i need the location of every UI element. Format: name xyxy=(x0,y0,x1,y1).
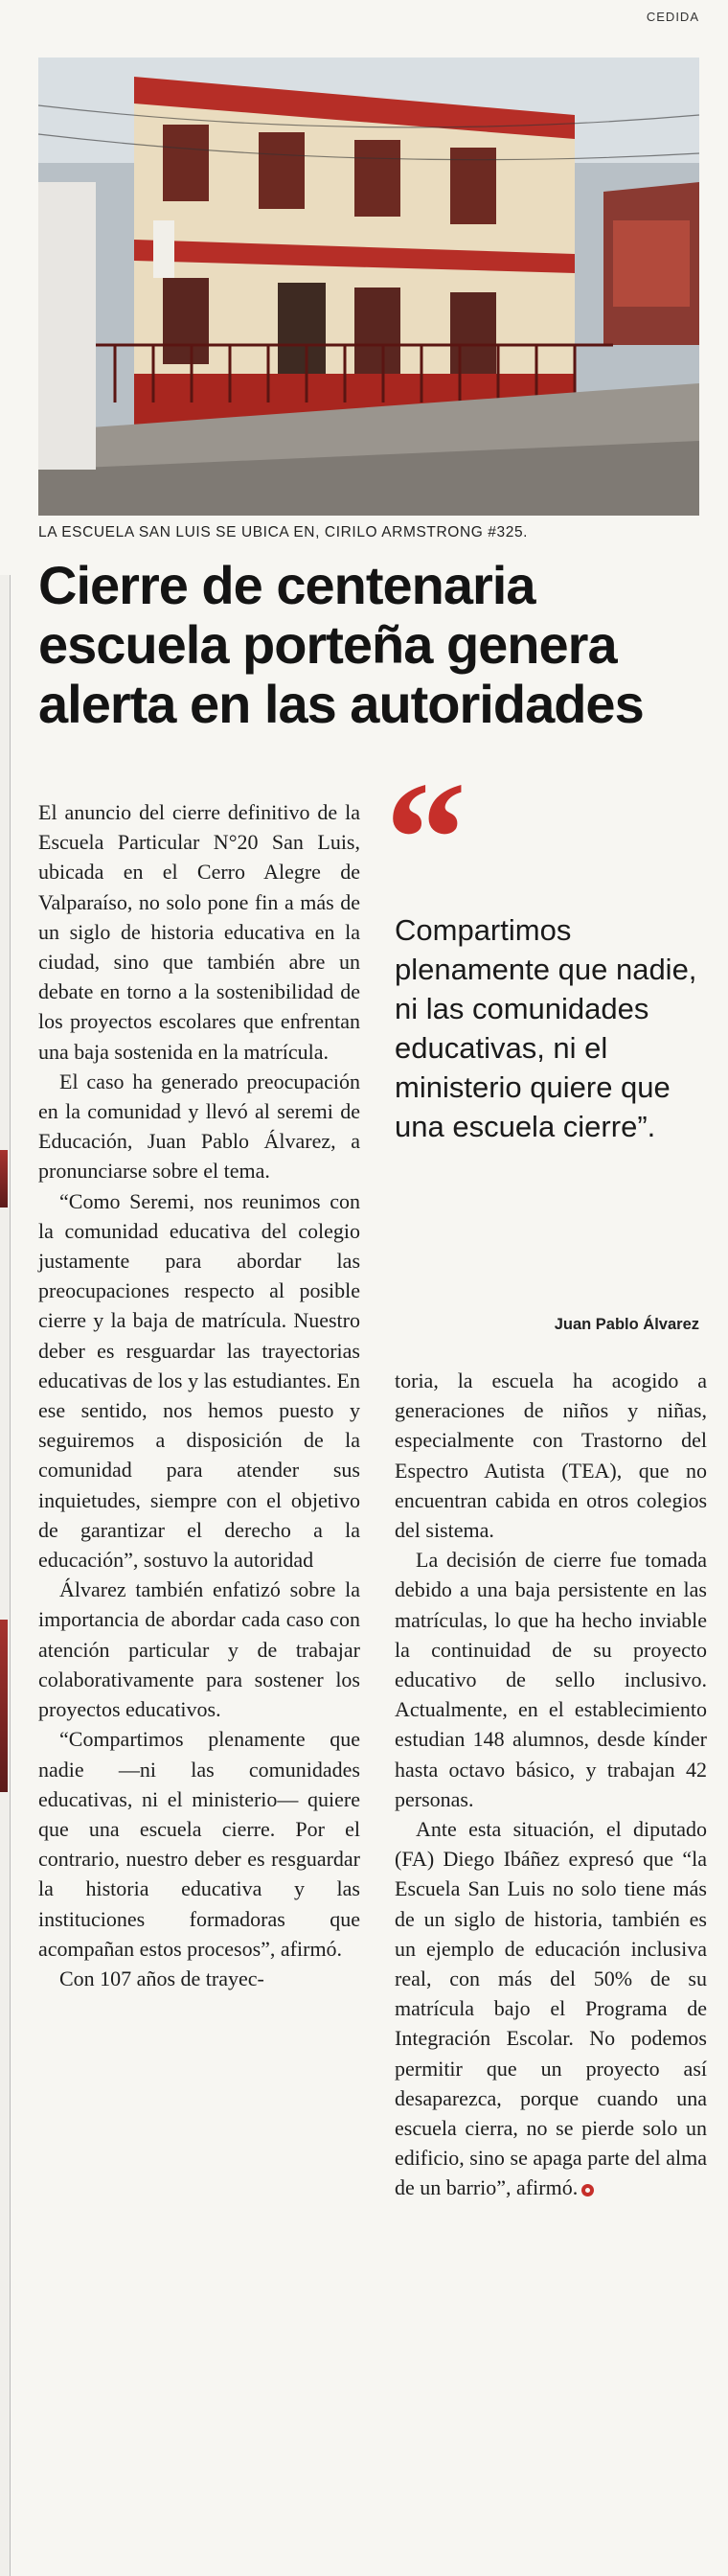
paragraph: El caso ha generado preocupación en la comunidad y llevó al seremi de Educación, Juan Pablo Álvarez, a pronunciarse sobre el tema. xyxy=(38,1069,360,1184)
paragraph: “Compartimos plenamente que nadie —ni las comunidades educativas, ni el ministerio— quiere que una escuela cierre. Por el contrario, nuestro deber es resguardar la historia educativa y las instituciones formadoras que acompañan estos procesos”, afirmó. xyxy=(38,1727,360,1961)
adjacent-photo-strip xyxy=(0,1150,8,1208)
paragraph-last xyxy=(395,1814,707,2203)
paragraph: toria, la escuela ha acogido a generaciones de niños y niñas, especialmente con Trastorno del Espectro Autista (TEA), que no encuentran cabida en otros colegios del sistema. xyxy=(395,1368,707,1543)
school-building-illustration xyxy=(38,58,699,516)
adjacent-article-edge xyxy=(0,575,11,2576)
article-column-1 xyxy=(38,797,360,1993)
pull-quote-text: Compartimos plenamente que nadie, ni las comunidades educativas, ni el ministerio quiere que una escuela cierre”. xyxy=(395,913,697,1143)
photo-caption: LA ESCUELA SAN LUIS SE UBICA EN, CIRILO ARMSTRONG #325. xyxy=(38,524,529,540)
adjacent-photo-strip xyxy=(0,1620,8,1792)
school-photo xyxy=(38,58,699,516)
article-headline: Cierre de centenaria escuela porteña genera alerta en las autoridades xyxy=(38,555,644,734)
paragraph: Con 107 años de trayec- xyxy=(59,1966,264,1990)
pull-quote-author: Juan Pablo Álvarez xyxy=(554,1316,699,1333)
quote-mark-icon: “ xyxy=(385,748,449,929)
paragraph: La decisión de cierre fue tomada debido a una baja persistente en las matrículas, lo que ha hecho inviable la continuidad de su proyecto educativo de sello inclusivo. Actualmente, en el establecimiento estudian 148 alumnos, desde kínder hasta octavo básico, y trabajan 42 personas. xyxy=(395,1548,707,1811)
paragraph-text: Ante esta situación, el diputado (FA) Diego Ibáñez expresó que “la Escuela San Luis no solo tiene más de un siglo de historia, también es un ejemplo de educación inclusiva real, con más del 50% de su matrícula bajo el Programa de Integración Escolar. No podemos permitir que un proyecto así desaparezca, porque cuando una escuela cierra, no se pierde solo un edificio, sino se apaga parte del alma de un barrio”, afirmó. xyxy=(395,1817,707,2200)
paragraph: Álvarez también enfatizó sobre la importancia de abordar cada caso con atención particular y de trabajar colaborativamente para sostener los proyectos educativos. xyxy=(38,1577,360,1722)
paragraph: “Como Seremi, nos reunimos con la comunidad educativa del colegio justamente para abordar las preocupaciones respecto al posible cierre y la baja de matrícula. Nuestro deber es resguardar las trayectorias educativas de los y las estudiantes. En ese sentido, nos hemos puesto y seguiremos a disposición de la comunidad para atender sus inquietudes, siempre con el objetivo de garantizar el derecho a la educación”, sostuvo la autoridad xyxy=(38,1188,360,1573)
article-column-2 xyxy=(395,1366,707,2203)
paragraph: El anuncio del cierre definitivo de la Escuela Particular N°20 San Luis, ubicada en el Cerro Alegre de Valparaíso, no solo pone fin a más de un siglo de historia educativa en la ciudad, sino que también abre un debate en torno a la sostenibilidad de los proyectos escolares que enfrentan una baja sostenida en la matrícula. xyxy=(38,800,360,1064)
end-of-article-icon xyxy=(581,2184,594,2196)
photo-credit: CEDIDA xyxy=(646,10,699,24)
